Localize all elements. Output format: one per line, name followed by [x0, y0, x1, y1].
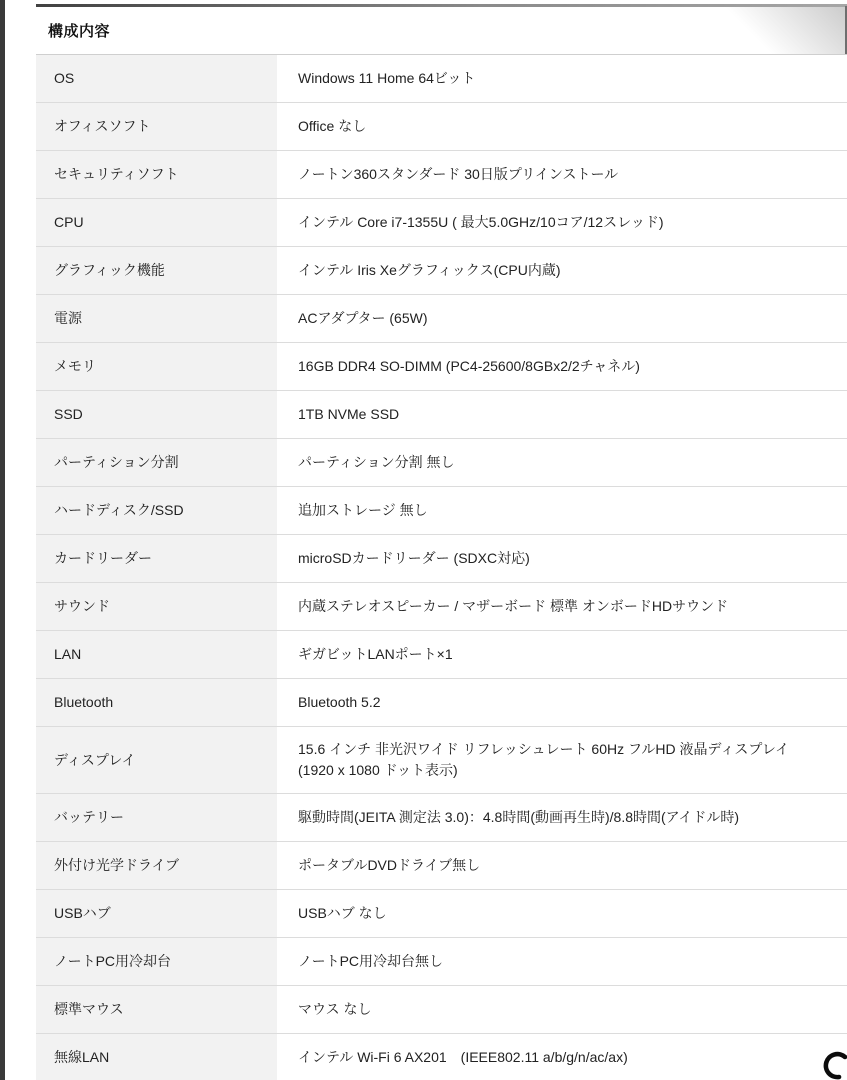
- spec-row: [36, 535, 847, 583]
- spec-row: [36, 679, 847, 727]
- spec-row: [36, 55, 847, 103]
- spec-label: OS: [36, 55, 277, 102]
- spec-label: SSD: [36, 391, 277, 438]
- floating-widget-arc[interactable]: [820, 1050, 847, 1080]
- spec-value: インテル Wi-Fi 6 AX201 (IEEE802.11 a/b/g/n/ac/ax): [277, 1034, 847, 1080]
- spec-value: 内蔵ステレオスピーカー / マザーボード 標準 オンボードHDサウンド: [277, 583, 847, 630]
- spec-row: [36, 794, 847, 842]
- spec-value: Office なし: [277, 103, 847, 150]
- spec-value: 16GB DDR4 SO-DIMM (PC4-25600/8GBx2/2チャネル): [277, 343, 847, 390]
- spec-value: 駆動時間(JEITA 測定法 3.0)：4.8時間(動画再生時)/8.8時間(アイドル時): [277, 794, 847, 841]
- spec-label: グラフィック機能: [36, 247, 277, 294]
- spec-row: [36, 151, 847, 199]
- spec-label: 無線LAN: [36, 1034, 277, 1080]
- spec-value: ポータブルDVDドライブ無し: [277, 842, 847, 889]
- spec-row: [36, 631, 847, 679]
- spec-section: [36, 7, 847, 1080]
- spec-row: [36, 199, 847, 247]
- spec-label: Bluetooth: [36, 679, 277, 726]
- spec-row: [36, 842, 847, 890]
- spec-label: ハードディスク/SSD: [36, 487, 277, 534]
- spec-value: 追加ストレージ 無し: [277, 487, 847, 534]
- spec-row: [36, 1034, 847, 1080]
- spec-row: [36, 583, 847, 631]
- spec-value: ノートン360スタンダード 30日版プリインストール: [277, 151, 847, 198]
- spec-value: 15.6 インチ 非光沢ワイド リフレッシュレート 60Hz フルHD 液晶ディスプレイ (1920 x 1080 ドット表示): [277, 727, 847, 793]
- spec-value: ACアダプター (65W): [277, 295, 847, 342]
- spec-label: ノートPC用冷却台: [36, 938, 277, 985]
- spec-row: [36, 343, 847, 391]
- spec-value: パーティション分割 無し: [277, 439, 847, 486]
- spec-row: [36, 391, 847, 439]
- spec-label: LAN: [36, 631, 277, 678]
- spec-label: CPU: [36, 199, 277, 246]
- spec-label: バッテリー: [36, 794, 277, 841]
- spec-label: セキュリティソフト: [36, 151, 277, 198]
- spec-value: マウス なし: [277, 986, 847, 1033]
- spec-label: パーティション分割: [36, 439, 277, 486]
- spec-label: 外付け光学ドライブ: [36, 842, 277, 889]
- spec-value: インテル Iris Xeグラフィックス(CPU内蔵): [277, 247, 847, 294]
- spec-value: ノートPC用冷却台無し: [277, 938, 847, 985]
- spec-value: USBハブ なし: [277, 890, 847, 937]
- spinner-arc-icon: [820, 1050, 847, 1080]
- spec-label: サウンド: [36, 583, 277, 630]
- spec-label: メモリ: [36, 343, 277, 390]
- spec-value: インテル Core i7-1355U ( 最大5.0GHz/10コア/12スレッド): [277, 199, 847, 246]
- section-header: [36, 7, 847, 55]
- spec-value: ギガビットLANポート×1: [277, 631, 847, 678]
- spec-row: [36, 103, 847, 151]
- spec-row: [36, 487, 847, 535]
- spec-label: 電源: [36, 295, 277, 342]
- spec-row: [36, 439, 847, 487]
- spec-row: [36, 938, 847, 986]
- spec-value: Bluetooth 5.2: [277, 679, 847, 726]
- spec-value: microSDカードリーダー (SDXC対応): [277, 535, 847, 582]
- spec-label: USBハブ: [36, 890, 277, 937]
- spec-row: [36, 295, 847, 343]
- spec-row: [36, 890, 847, 938]
- spec-row: [36, 247, 847, 295]
- spec-row: [36, 727, 847, 794]
- spec-value: Windows 11 Home 64ビット: [277, 55, 847, 102]
- spec-value: 1TB NVMe SSD: [277, 391, 847, 438]
- spec-table: [36, 55, 847, 1080]
- spec-label: 標準マウス: [36, 986, 277, 1033]
- spec-label: オフィスソフト: [36, 103, 277, 150]
- spec-row: [36, 986, 847, 1034]
- page-title: 構成内容: [48, 23, 111, 40]
- left-edge-strip: [0, 0, 5, 1080]
- spec-label: ディスプレイ: [36, 727, 277, 793]
- spec-label: カードリーダー: [36, 535, 277, 582]
